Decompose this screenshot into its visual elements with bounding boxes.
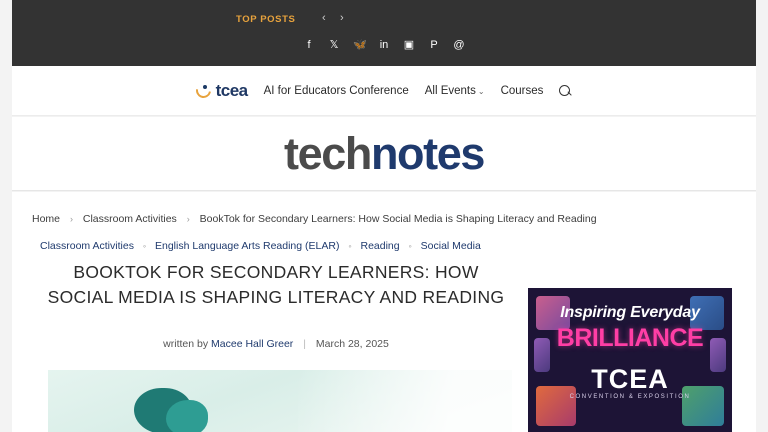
tcea-logo-text: tcea [215,81,248,100]
search-icon[interactable] [559,85,572,98]
category-separator: ◦ [142,241,147,251]
facebook-icon[interactable]: f [307,39,311,51]
tcea-logo-mark-icon [196,82,213,101]
tcea-logo[interactable] [196,81,248,101]
breadcrumb-item-current: BookTok for Secondary Learners: How Social Media is Shaping Literacy and Reading [199,213,597,225]
site-title-part2: notes [370,128,484,179]
site-title-part1: tech [284,128,371,179]
article-headline: BOOKTOK FOR SECONDARY LEARNERS: HOW SOCIAL MEDIA IS SHAPING LITERACY AND READING [47,262,505,308]
social-links [12,38,756,52]
article-categories [40,240,481,252]
nav-item-all-events-label: All Events [424,85,476,97]
pinterest-icon[interactable]: P [430,39,438,51]
category-social-media[interactable]: Social Media [420,240,481,252]
ad-headline-line2: BRILLIANCE [556,324,704,352]
sidebar-advertisement[interactable] [528,288,732,432]
article-byline [40,338,512,350]
nav-item-all-events[interactable] [425,85,485,97]
ad-brand-name: TCEA [591,364,669,394]
right-gutter [756,0,768,432]
category-reading[interactable]: Reading [360,240,400,252]
article-author[interactable]: Macee Hall Greer [211,338,294,350]
breadcrumb [32,213,597,225]
top-posts-prev-arrow[interactable]: ‹ [322,12,326,24]
top-posts-next-arrow[interactable]: › [340,12,344,24]
article-date: March 28, 2025 [315,338,389,350]
category-separator: ◦ [408,241,412,251]
category-separator: ◦ [348,241,352,251]
ad-headline-line1: Inspiring Everyday [560,304,700,321]
category-elar[interactable]: English Language Arts Reading (ELAR) [155,240,340,252]
top-posts-label: TOP POSTS [236,14,296,25]
site-masthead [12,117,756,191]
nav-item-ai-conference[interactable]: AI for Educators Conference [263,85,409,97]
threads-icon[interactable]: @ [453,39,465,51]
left-gutter [0,0,12,432]
written-by-label: written by [163,338,209,350]
top-posts-row [12,0,756,36]
breadcrumb-separator: › [186,214,190,224]
main-navigation [12,66,756,116]
breadcrumb-separator: › [69,214,73,224]
top-bar [12,0,756,66]
article-feature-image [48,370,512,432]
byline-divider: | [303,338,306,350]
linkedin-icon[interactable]: in [379,39,389,51]
chevron-down-icon: ⌄ [477,87,485,96]
site-title[interactable] [284,128,484,179]
nav-item-courses[interactable]: Courses [500,85,544,97]
twitter-x-icon[interactable]: 𝕏 [329,39,339,51]
category-classroom-activities[interactable]: Classroom Activities [40,240,134,252]
instagram-icon[interactable]: ▣ [403,39,415,51]
breadcrumb-item-classroom-activities[interactable]: Classroom Activities [82,213,177,225]
breadcrumb-item-home[interactable]: Home [32,213,61,225]
ad-subtitle: CONVENTION & EXPOSITION [569,394,691,400]
bluesky-icon[interactable]: 🦋 [353,39,367,51]
